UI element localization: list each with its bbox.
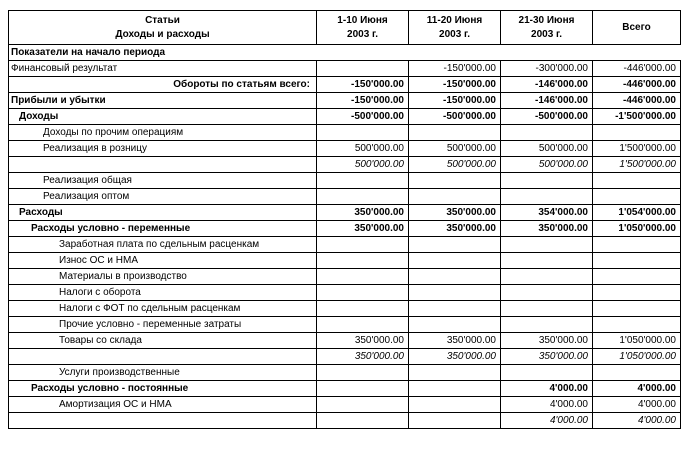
row-value-col-4: 1'050'000.00 [593,221,681,237]
row-value-col-4 [593,253,681,269]
table-row [9,61,681,77]
row-value-col-3 [501,253,593,269]
row-value-col-2 [409,397,501,413]
table-row [9,253,681,269]
table-row [9,157,681,173]
row-value-col-3: -300'000.00 [501,61,593,77]
row-value-col-1: -500'000.00 [317,109,409,125]
table-row [9,397,681,413]
table-row [9,285,681,301]
row-value-col-4: 4'000.00 [593,413,681,429]
row-value-col-4 [593,237,681,253]
row-label: Обороты по статьям всего: [9,77,317,93]
row-value-col-1 [317,365,409,381]
row-value-col-4 [593,269,681,285]
row-label: Товары со склада [9,333,317,349]
row-label [9,349,317,365]
table-row [9,221,681,237]
row-value-col-1 [317,253,409,269]
row-label: Финансовый результат [9,61,317,77]
row-label: Прочие условно - переменные затраты [9,317,317,333]
row-label: Износ ОС и НМА [9,253,317,269]
row-value-col-1 [317,237,409,253]
row-label: Налоги с оборота [9,285,317,301]
row-value-col-4 [593,365,681,381]
row-value-col-2 [409,253,501,269]
table-row [9,349,681,365]
row-label [9,157,317,173]
row-value-col-4: 1'050'000.00 [593,333,681,349]
row-value-col-2: -150'000.00 [409,61,501,77]
table-body [9,45,681,429]
row-label: Доходы по прочим операциям [9,125,317,141]
row-value-col-3 [501,317,593,333]
table-row [9,413,681,429]
row-value-col-4: -446'000.00 [593,77,681,93]
row-value-col-4: 1'050'000.00 [593,349,681,365]
row-value-col-4: 4'000.00 [593,397,681,413]
table-row [9,205,681,221]
row-value-col-2 [409,237,501,253]
row-label: Заработная плата по сдельным расценкам [9,237,317,253]
row-label: Расходы условно - постоянные [9,381,317,397]
row-value-col-2: 350'000.00 [409,221,501,237]
row-value-col-2 [409,381,501,397]
income-expense-table [8,10,681,429]
row-label: Расходы [9,205,317,221]
row-value-col-3 [501,125,593,141]
row-value-col-2: 350'000.00 [409,349,501,365]
row-value-col-2 [409,269,501,285]
row-value-col-3 [501,237,593,253]
row-value-col-1: 350'000.00 [317,221,409,237]
row-value-col-1 [317,317,409,333]
header-period-2: 11-20 Июня 2003 г. [409,11,501,45]
row-value-col-3: -146'000.00 [501,93,593,109]
table-row [9,141,681,157]
row-value-col-1 [317,413,409,429]
row-value-col-1: 350'000.00 [317,349,409,365]
row-value-col-4 [593,285,681,301]
row-value-col-4: -1'500'000.00 [593,109,681,125]
row-value-col-2 [409,413,501,429]
table-row [9,45,681,61]
row-value-col-3: 350'000.00 [501,349,593,365]
row-value-col-3: 350'000.00 [501,333,593,349]
row-value-col-2 [409,365,501,381]
row-value-col-1 [317,61,409,77]
row-label: Амортизация ОС и НМА [9,397,317,413]
header-period-1: 1-10 Июня 2003 г. [317,11,409,45]
table-row [9,125,681,141]
row-label: Налоги с ФОТ по сдельным расценкам [9,301,317,317]
row-value-col-2: 350'000.00 [409,333,501,349]
row-value-col-3 [501,269,593,285]
header-items: Статьи Доходы и расходы [9,11,317,45]
row-value-col-4: -446'000.00 [593,93,681,109]
row-label: Реализация общая [9,173,317,189]
table-row [9,333,681,349]
row-value-col-4: 1'500'000.00 [593,157,681,173]
row-value-col-1 [317,269,409,285]
row-value-col-2 [409,317,501,333]
table-row [9,301,681,317]
row-value-col-3: -500'000.00 [501,109,593,125]
row-value-col-2: -500'000.00 [409,109,501,125]
row-value-col-4 [593,301,681,317]
row-label: Материалы в производство [9,269,317,285]
row-label: Показатели на начало периода [9,45,681,61]
row-label: Доходы [9,109,317,125]
row-value-col-4: 1'500'000.00 [593,141,681,157]
row-value-col-1 [317,301,409,317]
row-label: Реализация оптом [9,189,317,205]
row-value-col-3: 500'000.00 [501,157,593,173]
report-table-container [8,10,680,429]
table-row [9,93,681,109]
row-value-col-1 [317,381,409,397]
row-value-col-2 [409,301,501,317]
row-value-col-3: 350'000.00 [501,221,593,237]
row-value-col-3: 4'000.00 [501,381,593,397]
row-label: Расходы условно - переменные [9,221,317,237]
row-value-col-3: 500'000.00 [501,141,593,157]
row-value-col-1: -150'000.00 [317,93,409,109]
row-value-col-2 [409,125,501,141]
table-row [9,109,681,125]
row-value-col-2: 350'000.00 [409,205,501,221]
header-period-3: 21-30 Июня 2003 г. [501,11,593,45]
row-value-col-2: 500'000.00 [409,157,501,173]
row-value-col-2: -150'000.00 [409,77,501,93]
row-label: Реализация в розницу [9,141,317,157]
row-value-col-4: 4'000.00 [593,381,681,397]
row-value-col-3: 354'000.00 [501,205,593,221]
row-value-col-3: -146'000.00 [501,77,593,93]
row-value-col-4 [593,125,681,141]
row-value-col-1 [317,189,409,205]
table-row [9,317,681,333]
row-value-col-1 [317,397,409,413]
table-row [9,189,681,205]
row-value-col-1 [317,173,409,189]
row-value-col-4 [593,317,681,333]
row-value-col-2: 500'000.00 [409,141,501,157]
table-row [9,173,681,189]
row-value-col-2 [409,173,501,189]
row-value-col-1: 500'000.00 [317,141,409,157]
row-value-col-3: 4'000.00 [501,413,593,429]
row-value-col-3 [501,285,593,301]
row-value-col-1: 500'000.00 [317,157,409,173]
row-value-col-4 [593,173,681,189]
row-value-col-3 [501,189,593,205]
row-value-col-2 [409,285,501,301]
header-total: Всего [593,11,681,45]
row-value-col-2 [409,189,501,205]
row-label [9,413,317,429]
table-row [9,269,681,285]
row-value-col-1 [317,285,409,301]
row-value-col-1: 350'000.00 [317,333,409,349]
header-row [9,11,681,45]
row-value-col-3: 4'000.00 [501,397,593,413]
table-row [9,237,681,253]
row-value-col-2: -150'000.00 [409,93,501,109]
row-value-col-3 [501,301,593,317]
row-label: Услуги производственные [9,365,317,381]
row-value-col-1: 350'000.00 [317,205,409,221]
row-value-col-4: 1'054'000.00 [593,205,681,221]
row-label: Прибыли и убытки [9,93,317,109]
row-value-col-4 [593,189,681,205]
row-value-col-3 [501,173,593,189]
row-value-col-1: -150'000.00 [317,77,409,93]
table-row [9,381,681,397]
row-value-col-1 [317,125,409,141]
row-value-col-3 [501,365,593,381]
row-value-col-4: -446'000.00 [593,61,681,77]
table-row [9,365,681,381]
table-row [9,77,681,93]
